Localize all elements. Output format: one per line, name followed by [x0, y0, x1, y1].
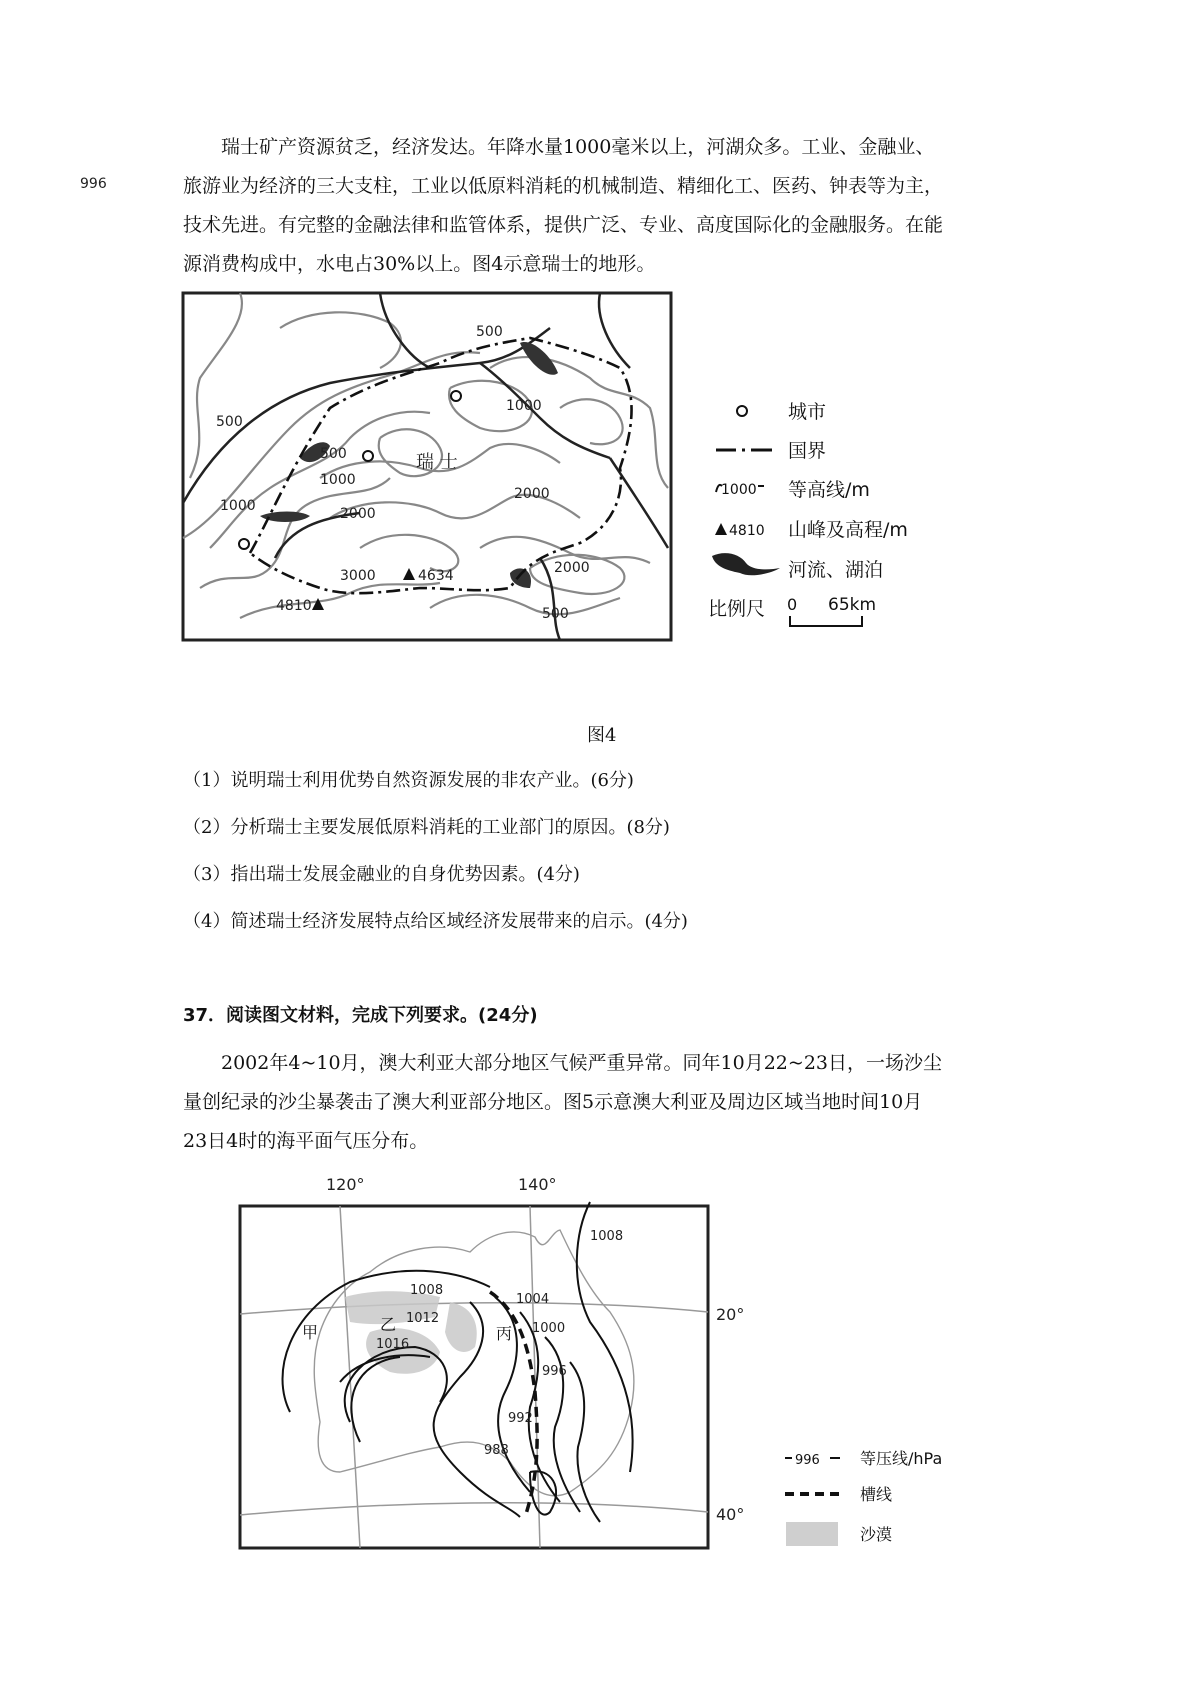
q36-line-3: 技术先进。有完整的金融法律和监管体系，提供广泛、专业、高度国际化的金融服务。在能: [183, 214, 944, 236]
map4-city-marker: [363, 451, 373, 461]
legend-isobar-label: 等压线/hPa: [860, 1449, 943, 1468]
isobar-label: 988: [484, 1443, 509, 1458]
map4-contour-label: 500: [542, 606, 569, 622]
legend-trough-label: 槽线: [860, 1485, 893, 1504]
legend-river-lake-label: 河流、湖泊: [788, 559, 884, 581]
latitude-label: 20°: [716, 1305, 745, 1324]
q37-paragraph: [183, 1044, 1043, 1161]
legend-desert-label: 沙漠: [860, 1525, 893, 1544]
legend-scale-value: 65km: [828, 595, 877, 615]
q36-question-4: （4）简述瑞士经济发展特点给区域经济发展带来的启示。(4分): [183, 911, 688, 932]
figure-4-caption: 图4: [587, 725, 617, 746]
legend-city-icon: [737, 406, 747, 416]
legend-isobar-sample: 996: [795, 1453, 820, 1468]
isobar-label: 996: [542, 1364, 567, 1379]
longitude-label: 120°: [326, 1175, 365, 1194]
isobar-label: 1008: [590, 1229, 624, 1244]
map4-contour-label: 2000: [554, 560, 590, 576]
place-label-yi: 乙: [380, 1315, 397, 1334]
map4-contour-label: 500: [320, 446, 347, 462]
map5-frame: [240, 1206, 708, 1548]
q37-line-3: 23日4时的海平面气压分布。: [183, 1130, 429, 1152]
q36-question-3: （3）指出瑞士发展金融业的自身优势因素。(4分): [183, 864, 580, 885]
legend-scale-zero: 0: [787, 595, 798, 614]
longitude-label: 140°: [518, 1175, 557, 1194]
legend-scale-bar: [790, 616, 862, 626]
latitude-label: 40°: [716, 1505, 745, 1524]
map4-country-label: 瑞 士: [416, 452, 458, 473]
legend-peak-icon: [715, 523, 727, 535]
legend-peak-label: 山峰及高程/m: [788, 519, 908, 541]
map4-contour-label: 1000: [320, 472, 356, 488]
legend-river-lake-icon: [712, 553, 780, 575]
isobar-label: 1016: [376, 1337, 410, 1352]
q36-line-2: 旅游业为经济的三大支柱，工业以低原料消耗的机械制造、精细化工、医药、钟表等为主，: [183, 175, 944, 197]
map4-peak-label: 996: [80, 176, 107, 192]
map4-contour-label: 1000: [220, 498, 256, 514]
q36-question-1: （1）说明瑞士利用优势自然资源发展的非农产业。(6分): [183, 770, 634, 791]
isobar-label: 1000: [532, 1321, 566, 1336]
place-label-jia: 甲: [302, 1323, 319, 1342]
q37-heading: 37．阅读图文材料，完成下列要求。(24分): [183, 1005, 538, 1026]
map4-peak-label: 4810: [276, 598, 312, 614]
q37-line-2: 量创纪录的沙尘暴袭击了澳大利亚部分地区。图5示意澳大利亚及周边区域当地时间10月: [183, 1091, 923, 1113]
legend-contour-label: 等高线/m: [788, 479, 870, 501]
map4-legend: [708, 401, 908, 626]
place-label-bing: 丙: [496, 1324, 513, 1343]
map5-legend: [785, 1449, 942, 1546]
q36-line-1: 瑞士矿产资源贫乏，经济发达。年降水量1000毫米以上，河湖众多。工业、金融业、: [221, 136, 935, 158]
isobar-label: 1012: [406, 1311, 440, 1326]
legend-desert-icon: [786, 1522, 838, 1546]
map4-city-marker: [239, 539, 249, 549]
q36-line-4: 源消费构成中，水电占30%以上。图4示意瑞士的地形。: [183, 253, 656, 275]
isobar-label: 992: [508, 1411, 533, 1426]
map4-contour-label: 500: [476, 324, 503, 340]
map4-peak-label: 4634: [418, 568, 454, 584]
map4-contour-label: 1000: [506, 398, 542, 414]
map4-contour-label: 2000: [514, 486, 550, 502]
q36-question-2: （2）分析瑞士主要发展低原料消耗的工业部门的原因。(8分): [183, 817, 670, 838]
legend-contour-sample: 1000: [721, 482, 757, 498]
map4-contour-label: 3000: [340, 568, 376, 584]
legend-scale-label: 比例尺: [708, 598, 766, 620]
australia-pressure-map: [230, 1172, 990, 1572]
q37-line-1: 2002年4~10月，澳大利亚大部分地区气候严重异常。同年10月22~23日，一场沙尘: [221, 1052, 942, 1074]
legend-border-label: 国界: [788, 440, 827, 462]
map4-contour-label: 500: [216, 414, 243, 430]
legend-city-label: 城市: [788, 401, 827, 423]
map4-city-marker: [451, 391, 461, 401]
q36-paragraph: [183, 128, 1043, 284]
isobar-label: 1008: [410, 1283, 444, 1298]
isobar-label: 1004: [516, 1292, 550, 1307]
map4-contour-label: 2000: [340, 506, 376, 522]
legend-peak-sample: 4810: [729, 523, 765, 539]
